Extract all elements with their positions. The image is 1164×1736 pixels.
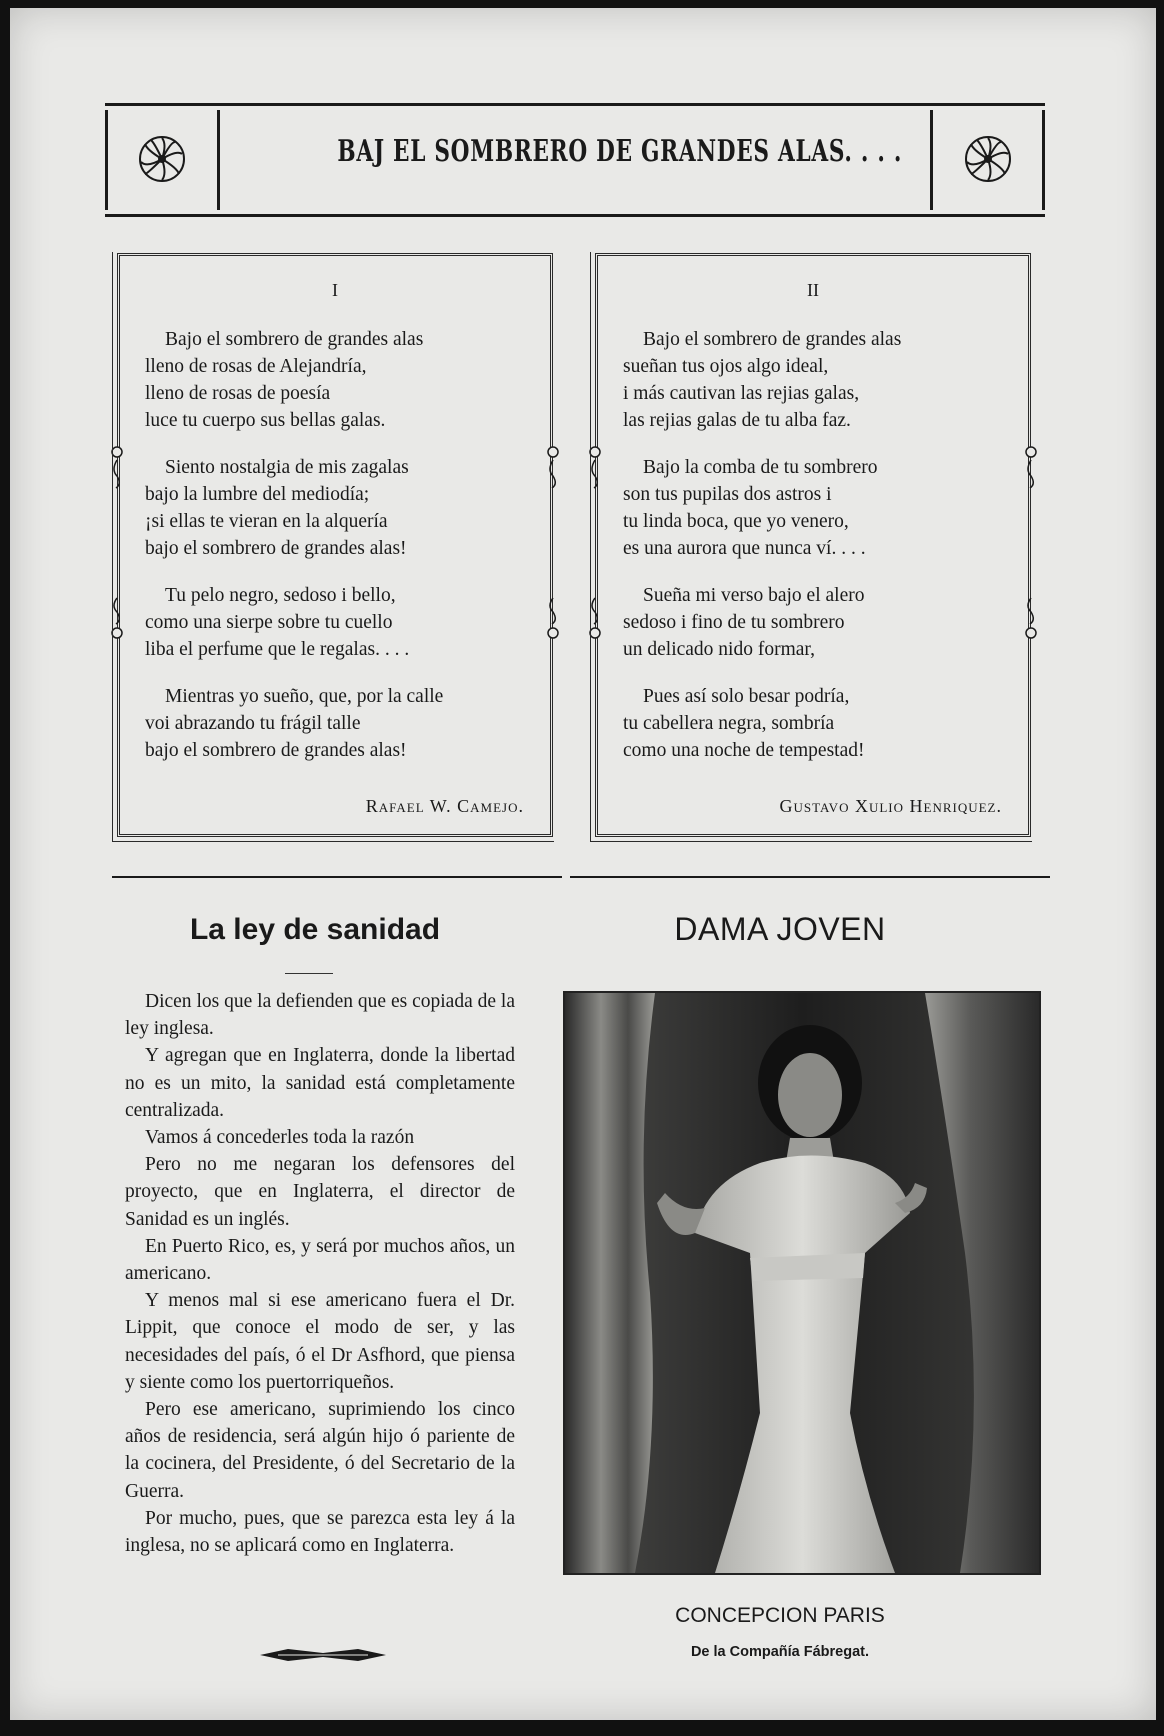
poem-stanza bbox=[145, 454, 409, 562]
poem-line: ¡si ellas te vieran en la alquería bbox=[145, 511, 388, 532]
poem-line: voi abrazando tu frágil talle bbox=[145, 713, 361, 734]
article-paragraph: Y menos mal si ese americano fuera el Dr. Lippit, que conoce el modo de ser, y las necesidades del país, ó el Dr Asfhord, que piensa y siente como los puertorriqueños. bbox=[125, 1290, 515, 1393]
poem-line: luce tu cuerpo sus bellas galas. bbox=[145, 410, 386, 431]
article-paragraph: Y agregan que en Inglaterra, donde la libertad no es un mito, la sanidad está completamente centralizada. bbox=[125, 1045, 515, 1121]
portrait-caption-name: CONCEPCION PARIS bbox=[675, 1604, 885, 1627]
article-paragraph: Por mucho, pues, que se parezca esta ley á la inglesa, no se aplicará como en Inglaterra. bbox=[125, 1507, 515, 1557]
portrait-image bbox=[565, 993, 1039, 1573]
poem-line: tu cabellera negra, sombría bbox=[623, 713, 835, 734]
title-underline bbox=[285, 973, 333, 974]
poem-line: es una aurora que nunca ví. . . . bbox=[623, 538, 866, 559]
poem-line: Bajo el sombrero de grandes alas bbox=[643, 329, 902, 350]
banner-left-edge bbox=[105, 110, 108, 210]
poem-stanza bbox=[623, 326, 901, 434]
poem-line: Siento nostalgia de mis zagalas bbox=[165, 457, 409, 478]
section-rule bbox=[570, 876, 1050, 878]
article-paragraph: Pero ese americano, suprimiendo los cinco años de residencia, será algún hijo ó pariente de la cocinera, del Presidente, ó del Secretario de la Guerra. bbox=[125, 1399, 515, 1502]
banner-inner-left-edge bbox=[217, 110, 220, 210]
portrait-photo bbox=[563, 991, 1041, 1575]
clasp-ornament-icon bbox=[546, 446, 560, 490]
poem-line: tu linda boca, que yo venero, bbox=[623, 511, 849, 532]
header-banner bbox=[105, 103, 1045, 217]
poem-stanza bbox=[623, 582, 864, 663]
article-paragraph: Pero no me negaran los defensores del proyecto, que en Inglaterra, el director de Sanidad es un inglés. bbox=[125, 1154, 515, 1230]
section-rule bbox=[112, 876, 562, 878]
article-paragraph: En Puerto Rico, es, y será por muchos años, un americano. bbox=[125, 1235, 515, 1285]
rosette-icon bbox=[137, 134, 187, 184]
poem-box-1 bbox=[117, 253, 553, 837]
clasp-ornament-icon bbox=[1024, 446, 1038, 490]
clasp-ornament-icon bbox=[588, 446, 602, 490]
clasp-ornament-icon bbox=[546, 596, 560, 640]
end-ornament-icon bbox=[258, 1642, 388, 1668]
poem-box-2 bbox=[595, 253, 1031, 837]
poem-line: las rejias galas de tu alba faz. bbox=[623, 410, 851, 431]
poem-stanza bbox=[145, 326, 423, 434]
banner-title: BAJ EL SOMBRERO DE GRANDES ALAS. . . . bbox=[337, 134, 903, 169]
article-paragraph: Vamos á concederles toda la razón bbox=[145, 1127, 415, 1149]
article-paragraph: Dicen los que la defienden que es copiada de la ley inglesa. bbox=[125, 991, 515, 1040]
banner-inner-right-edge bbox=[930, 110, 933, 210]
clasp-ornament-icon bbox=[110, 596, 124, 640]
poem-line: Bajo el sombrero de grandes alas bbox=[165, 329, 424, 350]
poem-line: sedoso i fino de tu sombrero bbox=[623, 612, 845, 633]
portrait-title: DAMA JOVEN bbox=[674, 911, 886, 947]
banner-right-edge bbox=[1042, 110, 1045, 210]
article-title: La ley de sanidad bbox=[189, 913, 441, 946]
poem-line: Pues así solo besar podría, bbox=[643, 686, 850, 707]
article-body bbox=[125, 988, 515, 1559]
clasp-ornament-icon bbox=[110, 446, 124, 490]
poem-author: Gustavo Xulio Henriquez. bbox=[779, 796, 1002, 816]
poem-line: como una sierpe sobre tu cuello bbox=[145, 612, 393, 633]
rosette-icon bbox=[963, 134, 1013, 184]
poem-number: I bbox=[332, 280, 338, 300]
poem-line: Bajo la comba de tu sombrero bbox=[643, 457, 878, 478]
portrait-caption-subtitle: De la Compañía Fábregat. bbox=[690, 1644, 870, 1660]
poem-number: II bbox=[807, 280, 819, 300]
poem-line: bajo la lumbre del mediodía; bbox=[145, 484, 370, 505]
poem-author: Rafael W. Camejo. bbox=[365, 796, 524, 816]
poem-line: liba el perfume que le regalas. . . . bbox=[145, 639, 410, 660]
poem-stanza bbox=[623, 454, 877, 562]
poem-line: bajo el sombrero de grandes alas! bbox=[145, 740, 407, 761]
magazine-page bbox=[10, 8, 1156, 1720]
clasp-ornament-icon bbox=[1024, 596, 1038, 640]
clasp-ornament-icon bbox=[588, 596, 602, 640]
poem-line: Tu pelo negro, sedoso i bello, bbox=[165, 585, 396, 606]
poem-stanza bbox=[145, 582, 409, 663]
poem-line: Sueña mi verso bajo el alero bbox=[643, 585, 865, 606]
poem-line: lleno de rosas de poesía bbox=[145, 383, 331, 404]
poem-line: son tus pupilas dos astros i bbox=[623, 484, 832, 505]
poem-line: i más cautivan las rejias galas, bbox=[623, 383, 860, 404]
poem-line: sueñan tus ojos algo ideal, bbox=[623, 356, 829, 377]
poem-line: como una noche de tempestad! bbox=[623, 740, 865, 761]
poem-line: bajo el sombrero de grandes alas! bbox=[145, 538, 407, 559]
poem-line: un delicado nido formar, bbox=[623, 639, 815, 660]
poem-line: lleno de rosas de Alejandría, bbox=[145, 356, 367, 377]
poem-stanza bbox=[145, 683, 443, 764]
poem-stanza bbox=[623, 683, 865, 764]
poem-line: Mientras yo sueño, que, por la calle bbox=[165, 686, 444, 707]
